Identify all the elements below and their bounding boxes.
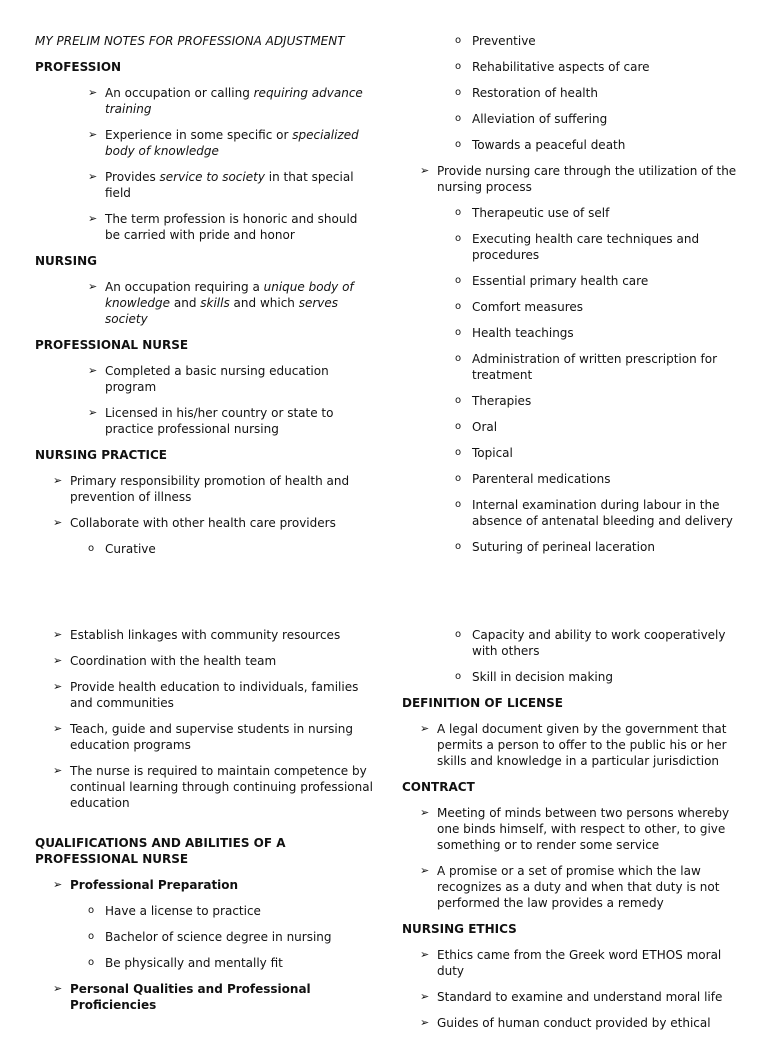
professional-preparation-label: Professional Preparation xyxy=(70,878,239,892)
list-item: ➢ A legal document given by the government that permits a person to offer to the public his or her skills and knowledge in a particular jurisdiction xyxy=(437,721,742,769)
list-item: ➢ Experience in some specific or specialized body of knowledge xyxy=(105,127,375,159)
nursing-process-sublist xyxy=(402,205,742,555)
nursing-practice-list xyxy=(35,473,375,531)
heading-definition-of-license: DEFINITION OF LICENSE xyxy=(402,696,563,710)
heading-qualifications: QUALIFICATIONS AND ABILITIES OF A PROFESSIONAL NURSE xyxy=(35,836,286,866)
nursing-list xyxy=(35,279,375,327)
heading-nursing-ethics: NURSING ETHICS xyxy=(402,922,517,936)
list-item: o Curative xyxy=(105,541,375,557)
personal-qualities-list xyxy=(35,981,375,1013)
personal-qualities-label: Personal Qualities and Professional Proficiencies xyxy=(70,982,311,1012)
list-item: o Rehabilitative aspects of care xyxy=(472,59,742,75)
heading-profession: PROFESSION xyxy=(35,60,122,74)
qualifications-list xyxy=(35,877,375,893)
list-item: o Suturing of perineal laceration xyxy=(472,539,742,555)
list-item: ➢ Standard to examine and understand moral life xyxy=(437,989,742,1005)
professional-nurse-list xyxy=(35,363,375,437)
page2-right-column xyxy=(402,627,742,1041)
list-item: ➢ Meeting of minds between two persons whereby one binds himself, with respect to other, to give something or to render some service xyxy=(437,805,742,853)
list-item: o Therapeutic use of self xyxy=(472,205,742,221)
list-item: o Topical xyxy=(472,445,742,461)
list-item: o Executing health care techniques and procedures xyxy=(472,231,742,263)
list-item: ➢ Coordination with the health team xyxy=(70,653,375,669)
list-item: ➢ Guides of human conduct provided by ethical xyxy=(437,1015,742,1031)
professional-preparation-sublist xyxy=(35,903,375,971)
list-item: o Bachelor of science degree in nursing xyxy=(105,929,375,945)
list-item: ➢ A promise or a set of promise which the law recognizes as a duty and when that duty is not performed the law provides a remedy xyxy=(437,863,742,911)
list-item: o Towards a peaceful death xyxy=(472,137,742,153)
list-item: o Have a license to practice xyxy=(105,903,375,919)
list-item: o Comfort measures xyxy=(472,299,742,315)
list-item: ➢ An occupation requiring a unique body of knowledge and skills and which serves society xyxy=(105,279,375,327)
list-item: ➢ An occupation or calling requiring advance training xyxy=(105,85,375,117)
list-item: ➢ Completed a basic nursing education program xyxy=(105,363,375,395)
list-item: ➢ The nurse is required to maintain competence by continual learning through continuing professional education xyxy=(70,763,375,811)
page1-left-column xyxy=(35,33,375,567)
care-aspects-sublist xyxy=(402,33,742,153)
ethics-list xyxy=(402,947,742,1031)
list-item: ➢ Provide health education to individuals, families and communities xyxy=(70,679,375,711)
list-item: ➢ Primary responsibility promotion of health and prevention of illness xyxy=(70,473,375,505)
list-item: o Parenteral medications xyxy=(472,471,742,487)
list-item: ➢ The term profession is honoric and should be carried with pride and honor xyxy=(105,211,375,243)
list-item xyxy=(70,877,375,893)
license-list xyxy=(402,721,742,769)
list-item: ➢ Provides service to society in that special field xyxy=(105,169,375,201)
list-item: o Preventive xyxy=(472,33,742,49)
list-item: ➢ Teach, guide and supervise students in nursing education programs xyxy=(70,721,375,753)
heading-professional-nurse: PROFESSIONAL NURSE xyxy=(35,338,189,352)
page1-right-column xyxy=(402,33,742,565)
contract-list xyxy=(402,805,742,911)
nursing-practice-sublist xyxy=(35,541,375,557)
list-item: ➢ Licensed in his/her country or state to practice professional nursing xyxy=(105,405,375,437)
list-item: o Alleviation of suffering xyxy=(472,111,742,127)
personal-qualities-sublist xyxy=(402,627,742,685)
document-title: MY PRELIM NOTES FOR PROFESSIONA ADJUSTMENT xyxy=(35,34,345,48)
heading-contract: CONTRACT xyxy=(402,780,475,794)
nursing-process-list xyxy=(402,163,742,195)
list-item: o Therapies xyxy=(472,393,742,409)
list-item: o Restoration of health xyxy=(472,85,742,101)
page-2 xyxy=(0,618,768,1030)
list-item: o Oral xyxy=(472,419,742,435)
page2-left-column xyxy=(35,627,375,1023)
list-item: ➢ Collaborate with other health care providers xyxy=(70,515,375,531)
list-item: o Internal examination during labour in the absence of antenatal bleeding and delivery xyxy=(472,497,742,529)
nursing-practice-continued-list xyxy=(35,627,375,811)
list-item: o Administration of written prescription for treatment xyxy=(472,351,742,383)
list-item xyxy=(70,981,320,1013)
list-item: o Capacity and ability to work cooperatively with others xyxy=(472,627,742,659)
list-item: ➢ Establish linkages with community resources xyxy=(70,627,375,643)
list-item: o Skill in decision making xyxy=(472,669,742,685)
list-item: ➢ Provide nursing care through the utilization of the nursing process xyxy=(437,163,742,195)
heading-nursing-practice: NURSING PRACTICE xyxy=(35,448,167,462)
profession-list xyxy=(35,85,375,243)
list-item: o Essential primary health care xyxy=(472,273,742,289)
heading-nursing: NURSING xyxy=(35,254,98,268)
list-item: o Health teachings xyxy=(472,325,742,341)
list-item: o Be physically and mentally fit xyxy=(105,955,375,971)
list-item: ➢ Ethics came from the Greek word ETHOS moral duty xyxy=(437,947,742,979)
